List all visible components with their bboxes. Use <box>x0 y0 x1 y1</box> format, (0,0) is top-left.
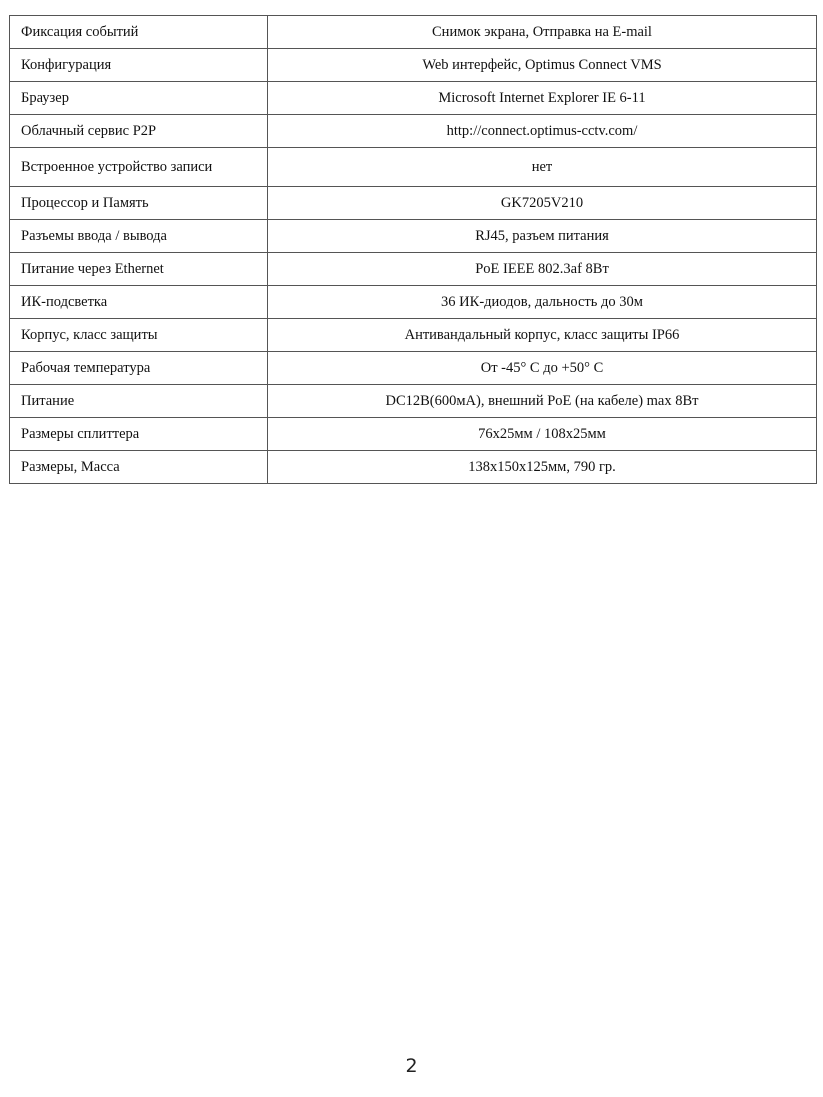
table-row <box>10 319 817 352</box>
table-row <box>10 253 817 286</box>
param-label: Питание через Ethernet <box>10 253 268 286</box>
param-value: http://connect.optimus-cctv.com/ <box>268 115 817 148</box>
table-row <box>10 82 817 115</box>
specs-table <box>9 15 817 484</box>
table-row <box>10 187 817 220</box>
param-label: Питание <box>10 385 268 418</box>
param-label: Встроенное устройство записи <box>10 148 268 187</box>
table-row <box>10 418 817 451</box>
param-value: нет <box>268 148 817 187</box>
table-row <box>10 220 817 253</box>
param-value: 36 ИК-диодов, дальность до 30м <box>268 286 817 319</box>
table-row <box>10 352 817 385</box>
param-value: RJ45, разъем питания <box>268 220 817 253</box>
table-row <box>10 286 817 319</box>
param-value: GK7205V210 <box>268 187 817 220</box>
param-label: Процессор и Память <box>10 187 268 220</box>
param-value: 138x150x125мм, 790 гр. <box>268 451 817 484</box>
param-label: Облачный сервис P2P <box>10 115 268 148</box>
table-row <box>10 16 817 49</box>
table-row <box>10 115 817 148</box>
page-number: 2 <box>405 1055 418 1077</box>
table-row <box>10 49 817 82</box>
param-value: Снимок экрана, Отправка на E-mail <box>268 16 817 49</box>
param-label: Рабочая температура <box>10 352 268 385</box>
param-label: Размеры, Масса <box>10 451 268 484</box>
param-label: Конфигурация <box>10 49 268 82</box>
param-value: Microsoft Internet Explorer IE 6-11 <box>268 82 817 115</box>
table-row <box>10 451 817 484</box>
table-row <box>10 148 817 187</box>
param-value: От -45° С до +50° С <box>268 352 817 385</box>
param-value: Web интерфейс, Optimus Connect VMS <box>268 49 817 82</box>
param-value: Антивандальный корпус, класс защиты IP66 <box>268 319 817 352</box>
param-label: Корпус, класс защиты <box>10 319 268 352</box>
param-label: Размеры сплиттера <box>10 418 268 451</box>
param-label: Разъемы ввода / вывода <box>10 220 268 253</box>
param-value: 76x25мм / 108x25мм <box>268 418 817 451</box>
param-value: PoE IEEE 802.3af 8Вт <box>268 253 817 286</box>
param-label: Фиксация событий <box>10 16 268 49</box>
param-label: Браузер <box>10 82 268 115</box>
param-label: ИК-подсветка <box>10 286 268 319</box>
table-row <box>10 385 817 418</box>
param-value: DC12В(600мА), внешний PoE (на кабеле) max 8Вт <box>268 385 817 418</box>
